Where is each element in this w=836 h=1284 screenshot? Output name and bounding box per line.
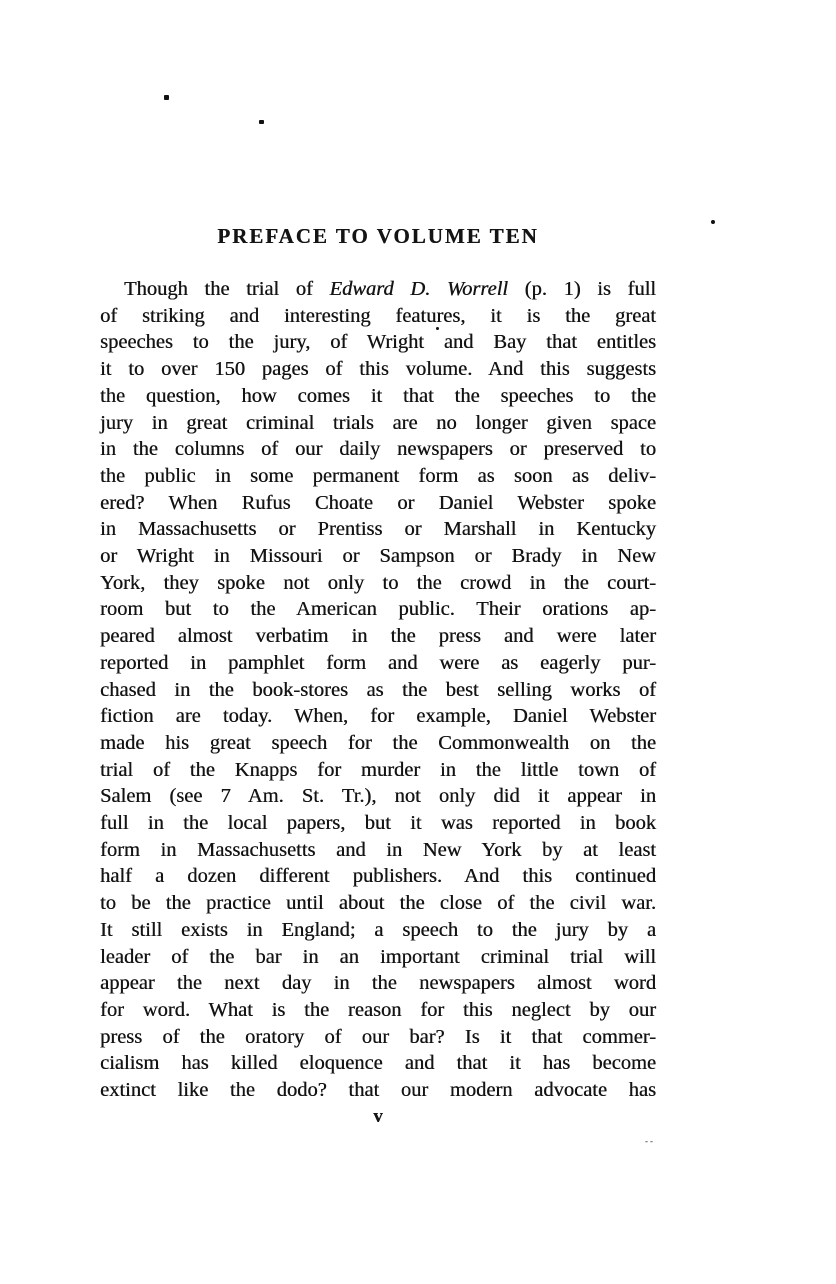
text-line: chased in the book-stores as the best selling works of: [100, 678, 656, 701]
text-line: [100, 276, 656, 303]
text-line: in the columns of our daily newspapers or preserved to: [100, 438, 656, 461]
line1-prefix: Though the trial of: [124, 278, 330, 300]
scan-speck: [259, 120, 264, 124]
text-line: It still exists in England; a speech to the jury by a: [100, 918, 656, 941]
line1-suffix: (p. 1) is full: [508, 278, 656, 300]
text-line: extinct like the dodo? that our modern advocate has: [100, 1079, 656, 1102]
text-line: ered? When Rufus Choate or Daniel Webster spoke: [100, 491, 656, 514]
text-line: appear the next day in the newspapers almost word: [100, 972, 656, 995]
text-line: leader of the bar in an important criminal trial will: [100, 945, 656, 968]
text-line: to be the practice until about the close of the civil war.: [100, 892, 656, 915]
case-name-italic: Edward D. Worrell: [329, 278, 508, 300]
text-line: Salem (see 7 Am. St. Tr.), not only did it appear in: [100, 785, 656, 808]
text-line: form in Massachusetts and in New York by at least: [100, 838, 656, 861]
text-line: full in the local papers, but it was reported in book: [100, 812, 656, 835]
text-line: peared almost verbatim in the press and were later: [100, 625, 656, 648]
text-line: or Wright in Missouri or Sampson or Brady in New: [100, 545, 656, 568]
text-line: press of the oratory of our bar? Is it that commer-: [100, 1025, 656, 1048]
text-line: of striking and interesting features, it is the great: [100, 304, 656, 327]
preface-body: [100, 276, 656, 1104]
text-line: reported in pamphlet form and were as eagerly pur-: [100, 651, 656, 674]
text-line: jury in great criminal trials are no longer given space: [100, 411, 656, 434]
text-line: for word. What is the reason for this neglect by our: [100, 998, 656, 1021]
stray-scan-mark: --: [645, 1136, 655, 1146]
text-line: York, they spoke not only to the crowd in the court-: [100, 571, 656, 594]
text-line: speeches to the jury, of Wright and Bay that entitles: [100, 331, 656, 354]
text-line: trial of the Knapps for murder in the little town of: [100, 758, 656, 781]
text-line: the question, how comes it that the speeches to the: [100, 384, 656, 407]
text-line: in Massachusetts or Prentiss or Marshall in Kentucky: [100, 518, 656, 541]
text-line: room but to the American public. Their orations ap-: [100, 598, 656, 621]
text-line: it to over 150 pages of this volume. And this suggests: [100, 358, 656, 381]
text-line: cialism has killed eloquence and that it has become: [100, 1052, 656, 1075]
scan-speck: [711, 220, 715, 224]
page-title: PREFACE TO VOLUME TEN: [217, 224, 539, 248]
text-line: made his great speech for the Commonwealth on the: [100, 731, 656, 754]
text-line: fiction are today. When, for example, Daniel Webster: [100, 705, 656, 728]
text-line: the public in some permanent form as soon as deliv-: [100, 464, 656, 487]
scan-speck: [164, 95, 169, 100]
text-line: half a dozen different publishers. And this continued: [100, 865, 656, 888]
page-number: v: [373, 1106, 383, 1127]
